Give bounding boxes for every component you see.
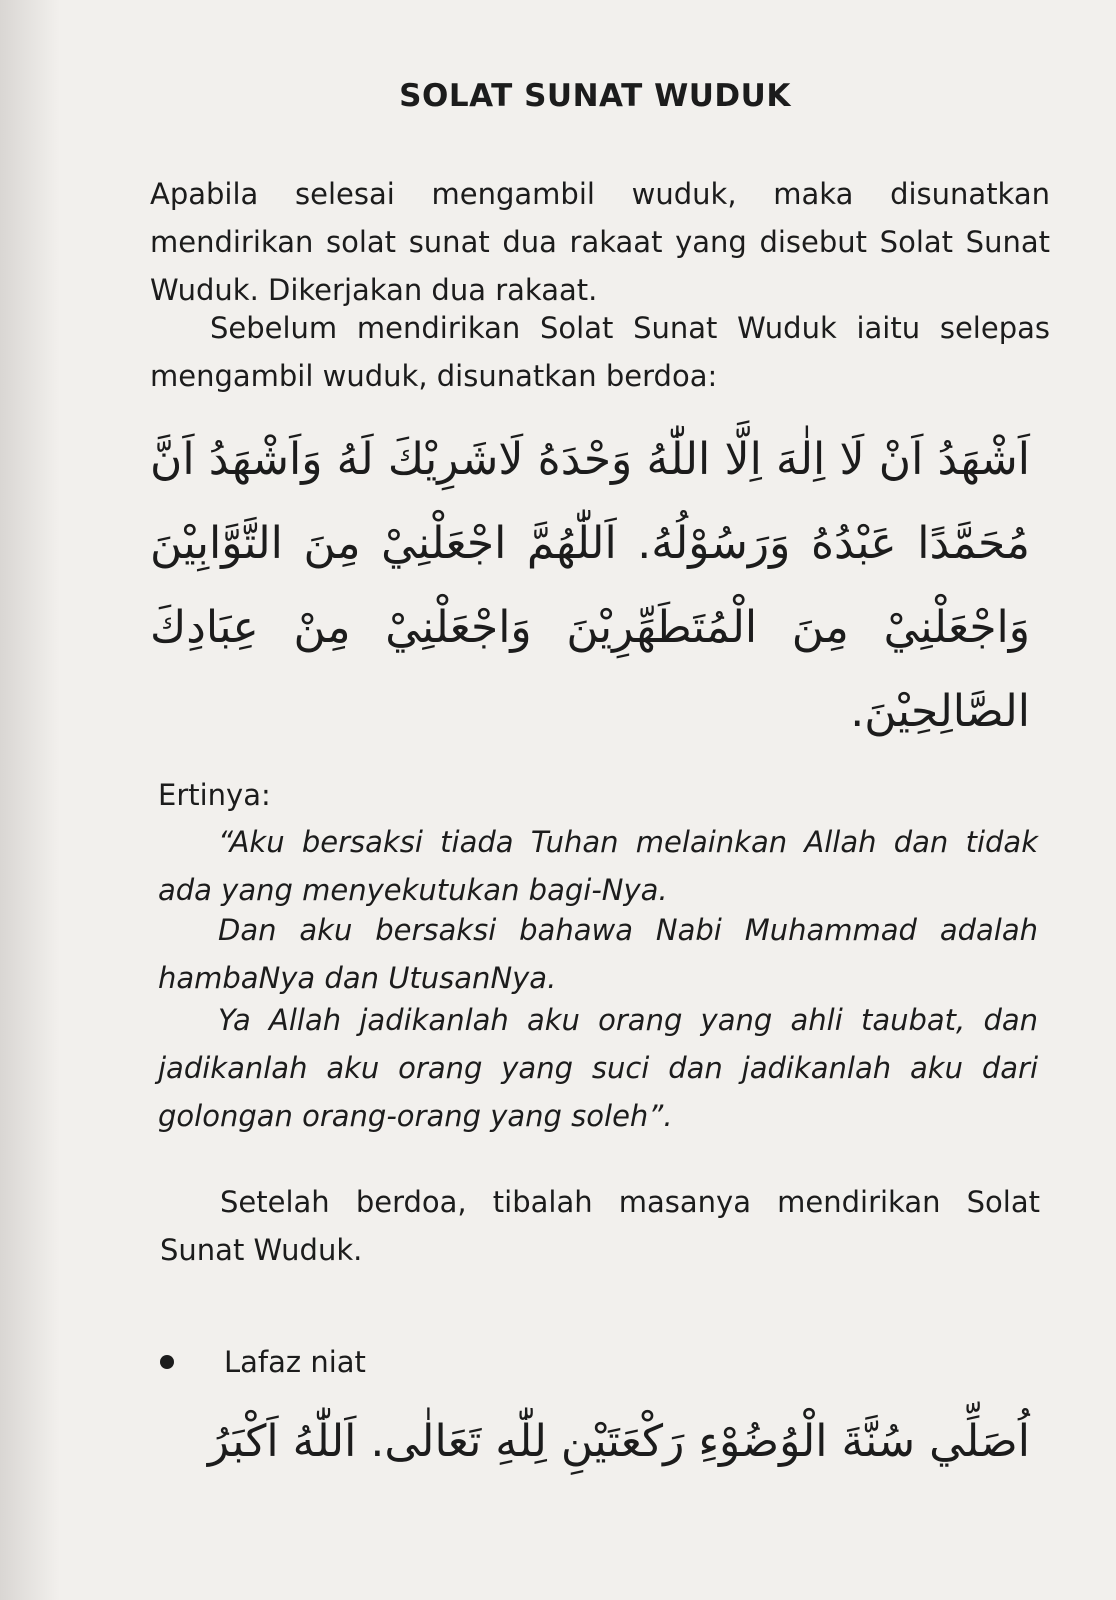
meaning-text-1: “Aku bersaksi tiada Tuhan melainkan Allah dan tidak ada yang menyekutukan bagi-Nya. [158, 825, 1038, 907]
meaning-text-3: Ya Allah jadikanlah aku orang yang ahli taubat, dan jadikanlah aku orang yang suci dan jadikanlah aku dari golongan orang-orang yang soleh”. [158, 1003, 1038, 1133]
bullet-icon [160, 1355, 174, 1369]
page-edge-shadow [0, 0, 60, 1600]
meaning-text-2: Dan aku bersaksi bahawa Nabi Muhammad adalah hambaNya dan UtusanNya. [158, 913, 1038, 995]
niat-arabic: اُصَلِّي سُنَّةَ الْوُضُوْءِ رَكْعَتَيْنِ لِلّٰهِ تَعَالٰى. اَللّٰهُ اَكْبَرُ [207, 1416, 1030, 1467]
intro-paragraph [150, 170, 1050, 314]
meaning-paragraph-1 [158, 818, 1038, 914]
page-title: SOLAT SUNAT WUDUK [399, 78, 791, 114]
meaning-label: Ertinya: [158, 778, 271, 812]
after-prayer-text: Setelah berdoa, tibalah masanya mendirikan Solat Sunat Wuduk. [160, 1185, 1040, 1267]
intro-text: Apabila selesai mengambil wuduk, maka disunatkan mendirikan solat sunat dua rakaat yang disebut Solat Sunat Wuduk. Dikerjakan dua rakaat. [150, 177, 1050, 307]
after-prayer-paragraph [160, 1178, 1040, 1274]
doa-arabic: اَشْهَدُ اَنْ لَا اِلٰهَ اِلَّا اللّٰهُ وَحْدَهُ لَاشَرِيْكَ لَهُ وَاَشْهَدُ اَنَّ مُحَمَّدًا عَبْدُهُ وَرَسُوْلُهُ. اَللّٰهُمَّ اجْعَلْنِيْ مِنَ التَّوَّابِيْنَ وَاجْعَلْنِيْ مِنَ الْمُتَطَهِّرِيْنَ وَاجْعَلْنِيْ مِنْ عِبَادِكَ الصَّالِحِيْنَ. [150, 434, 1030, 737]
meaning-paragraph-3 [158, 996, 1038, 1140]
niat-label: Lafaz niat [224, 1345, 366, 1379]
niat-bullet-item [160, 1345, 366, 1379]
meaning-paragraph-2 [158, 906, 1038, 1002]
before-prayer-paragraph [150, 304, 1050, 400]
before-prayer-text: Sebelum mendirikan Solat Sunat Wuduk iaitu selepas mengambil wuduk, disunatkan berdoa: [150, 311, 1050, 393]
